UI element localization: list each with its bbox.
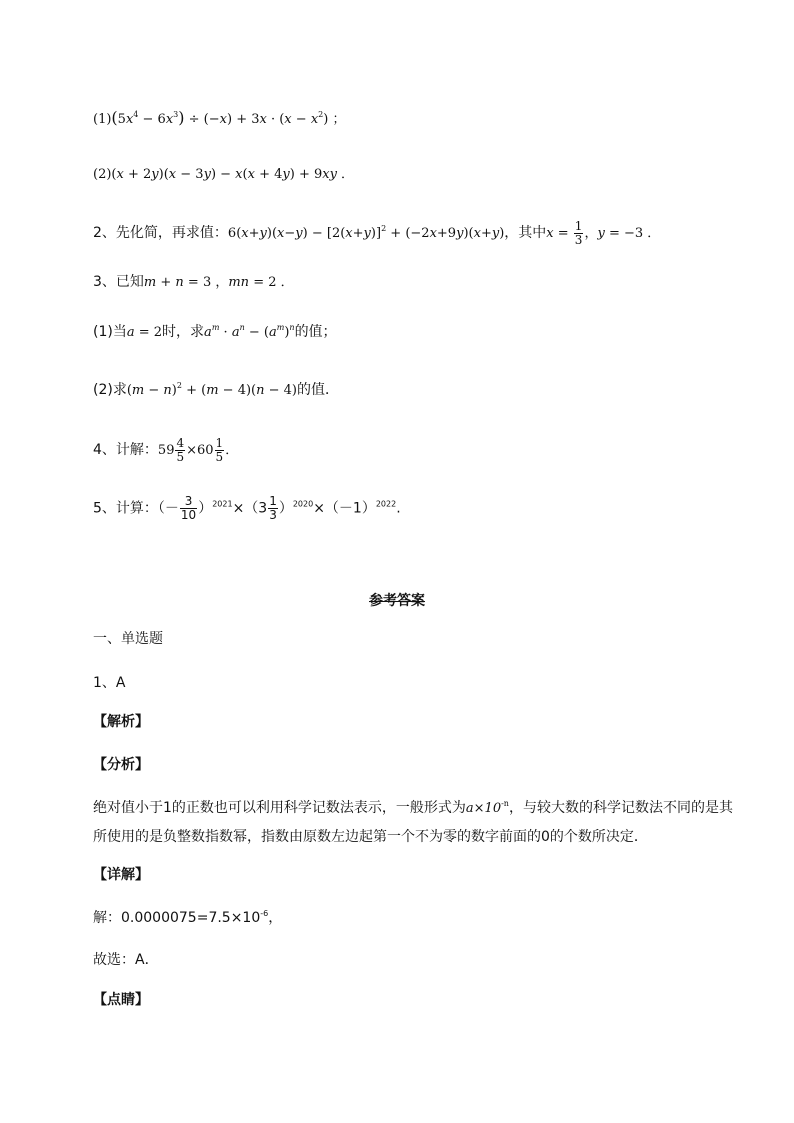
part-suffix: 的值； — [294, 324, 337, 340]
fraction-one-third: $\frac{1}{3}$ — [574, 219, 583, 247]
analysis-text-2: ，与较大数的科学记数法不同的是其所使用的是负整数指数幂，指数由原数左边起第一个不为零的数字前面的0的个数所决定． — [93, 800, 733, 845]
problem-4: 4、计解：59 $\frac{4}{5}$ ×60 $\frac{1}{5}$ ． — [93, 436, 239, 464]
problem-2-mid: ，其中 — [504, 225, 547, 241]
fraction-three-tenths: $\frac{3}{10}$ — [180, 494, 197, 522]
solution-exponent: -6 — [260, 909, 269, 918]
fraction-four-fifths: $\frac{4}{5}$ — [176, 436, 185, 464]
problem-1-part-2: (2)(x + 2y)(x − 3y) − x(x + 4y) + 9xy ． — [93, 167, 355, 182]
fraction-one-fifth: $\frac{1}{5}$ — [215, 436, 224, 464]
problem-3-prefix: 3、已知 — [93, 274, 144, 290]
analysis-paragraph — [93, 794, 733, 851]
solution-line — [93, 908, 282, 928]
problem-4-prefix: 4、计解： — [93, 442, 158, 458]
solution-tail: ， — [268, 910, 283, 926]
answers-title: 参考答案 — [369, 593, 425, 609]
jiexi-heading: 【解析】 — [93, 714, 149, 730]
problem-3: 3、已知m + n = 3 ，mn = 2 ． — [93, 274, 294, 290]
problem-5-prefix: 5、计算： — [93, 500, 158, 517]
part-label: (1) — [93, 112, 112, 127]
fenxi-heading: 【分析】 — [93, 757, 149, 773]
problem-5: 5、计算：（－ $\frac{3}{10}$ ）$^{2021}$×（3 $\frac{1}{3}$ ）$^{2020}\times(-1)^{2022}$. — [93, 494, 401, 522]
problem-3-part-2: (2)求$(m - n)^2 + (m - 4)(n - 4)$的值． — [93, 381, 339, 398]
problem-3-part-1: (1)当a = 2时，求$a^m \cdot a^n - (a^m)^n$的值； — [93, 323, 337, 340]
part-label: (2) — [93, 167, 112, 182]
section-heading: 一、单选题 — [93, 631, 163, 647]
problem-2-prefix: 2、先化简，再求值： — [93, 225, 228, 241]
answer-1: 1、A — [93, 675, 126, 691]
solution-text: 解：0.0000075=7.5×10 — [93, 910, 261, 926]
problem-2: 2、先化简，再求值：$6(x+y)(x-y) - [2(x+y)]^2 + (-2x+9y)(x+y)$，其中x = $\frac{1}{3}$ ，y = −3 ． — [93, 219, 661, 247]
part-mid: 时，求 — [162, 324, 205, 340]
part-suffix: 的值． — [296, 382, 339, 398]
choose-line: 故选：A． — [93, 952, 159, 968]
part-prefix: (2)求 — [93, 382, 127, 398]
xiangjie-heading: 【详解】 — [93, 867, 149, 883]
fraction-one-third: $\frac{1}{3}$ — [269, 494, 277, 522]
problem-1-part-1: $(1)(5x^4 - 6x^3) \div (-x) + 3x \cdot (x - x^2)$ ； — [93, 108, 346, 127]
analysis-text-1: 绝对值小于1的正数也可以利用科学记数法表示，一般形式为 — [93, 800, 466, 816]
part-prefix: (1)当 — [93, 324, 127, 340]
analysis-formula: $a\times 10^{-n}$ — [465, 799, 509, 816]
dianjing-heading: 【点睛】 — [93, 992, 149, 1008]
